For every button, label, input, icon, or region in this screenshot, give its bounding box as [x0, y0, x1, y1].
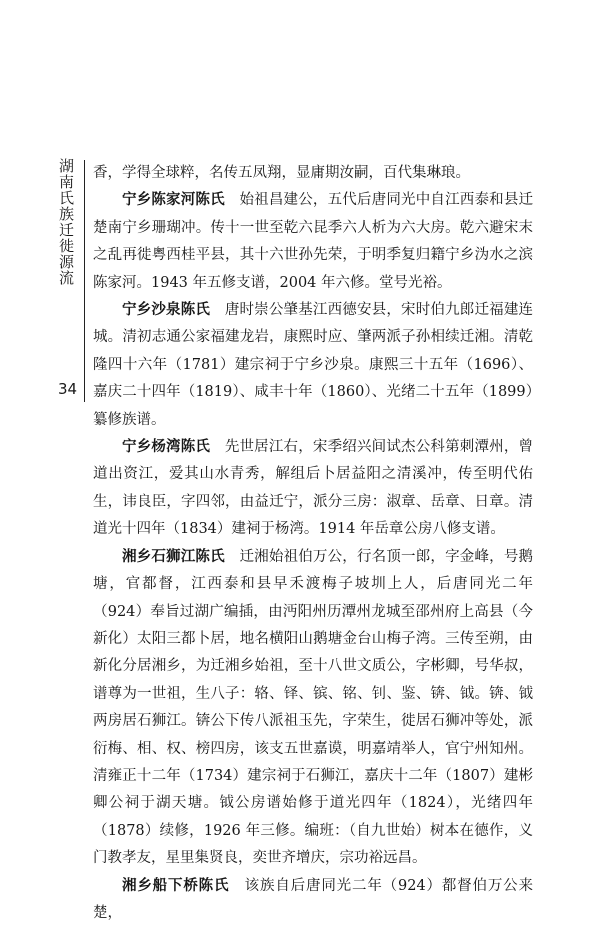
- clan-entry-shaquan: [93, 297, 533, 434]
- clan-entry-yangwan: [93, 434, 533, 544]
- clan-entry-chuanxiaqiao: [93, 873, 533, 927]
- paragraph-text: 唐时崇公肇基江西德安县，宋时伯九郎迁福建连城。清初志通公家福建龙岩，康熙时应、肇两派子孙相续迁湘。清乾隆四十六年（1781）建宗祠于宁乡沙泉。康熙三十五年（1696）、嘉庆二十四年（1819）、咸丰十年（1860）、光绪二十五年（1899）纂修族谱。: [93, 302, 534, 428]
- clan-heading: 宁乡沙泉陈氏: [122, 302, 211, 319]
- paragraph-continued: [93, 160, 533, 187]
- clan-heading: 宁乡陈家河陈氏: [122, 192, 225, 209]
- paragraph-text: 该族自后唐同光二年（924）都督伯万公来楚，: [93, 877, 533, 921]
- clan-entry-shishijiang: [93, 544, 533, 873]
- paragraph-text: 迁湘始祖伯万公，行名顶一郎，字金峰，号鹅塘，官都督，江西泰和县早禾渡梅子坡圳上人，后唐同光二年（924）奉旨过湖广编插，由沔阳州历潭州龙城至邵州府上高县（今新化）太阳三都卜居，地名横阳山鹅塘金台山梅子湾。三传至朔，由新化分居湘乡，为迁湘乡始祖，至十八世文质公，字彬卿，号华叔，谱尊为一世祖，生八子：辂、铎、镔、铭、钊、鉴、锛、钺。锛、钺两房居石狮江。锛公下传八派祖玉先，字荣生，徙居石狮冲等处，派衍梅、相、权、榜四房，该支五世嘉谟，明嘉靖举人，官宁州知州。清雍正十二年（1734）建宗祠于石狮江，嘉庆十二年（1807）建彬卿公祠于湖天塘。钺公房谱始修于道光四年（1824），光绪四年（1878）续修，1926 年三修。编班：（自九世始）树本在德作，义门教孝友，星里集贤良，奕世齐增庆，宗功裕远昌。: [93, 548, 534, 867]
- clan-heading: 湘乡石狮江陈氏: [122, 548, 225, 565]
- page-number: 34: [58, 380, 78, 398]
- clan-heading: 宁乡杨湾陈氏: [122, 439, 211, 456]
- paragraph-text: 始祖昌建公，五代后唐同光中自江西泰和县迁楚南宁乡珊瑚冲。传十一世至乾六昆季六人析为六大房。乾六避宋末之乱再徙粤西桂平县，其十六世孙先荣，于明季复归籍宁乡沩水之滨陈家河。1943 年五修支谱，2004 年六修。堂号光裕。: [93, 192, 534, 291]
- clan-entry-chenjiahe: [93, 187, 533, 297]
- paragraph-text: 先世居江右，宋季绍兴间试杰公科第刺潭州，曾道出资江，爱其山水青秀，解组后卜居益阳之清溪冲，传至明代佑生，讳良臣，字四邻，由益迁宁，派分三房：淑章、岳章、日章。清道光十四年（1834）建祠于杨湾。1914 年岳章公房八修支谱。: [93, 439, 534, 538]
- clan-heading: 湘乡船下桥陈氏: [122, 877, 230, 894]
- body-text: [93, 160, 533, 927]
- margin-rule: [84, 160, 85, 402]
- paragraph-text: 香，学得全球粹，名传五凤翔，显庸期汝嗣，百代集琳琅。: [93, 165, 470, 181]
- running-title: 湖南氏族迁徙源流: [57, 158, 75, 286]
